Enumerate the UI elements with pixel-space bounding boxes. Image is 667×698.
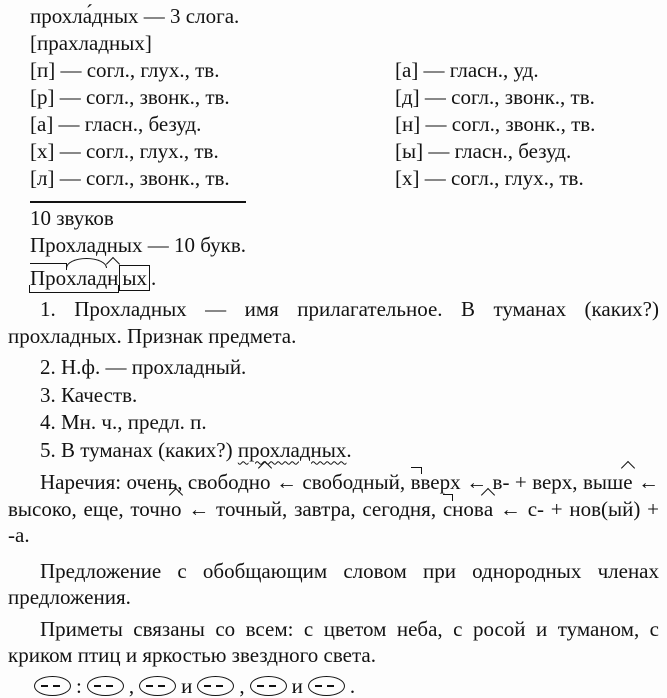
analysis-item-3: 3. Качеств. bbox=[40, 382, 138, 407]
sentence-scheme bbox=[32, 673, 659, 698]
analysis-item-5 bbox=[8, 437, 659, 465]
scheme-separator: и bbox=[291, 673, 303, 698]
text-segment: . bbox=[346, 437, 352, 462]
text-segment: нов bbox=[452, 496, 484, 521]
sound-row: [п] — согл., глух., тв. bbox=[30, 58, 220, 82]
text-segment: ← высоко, еще, точн bbox=[8, 470, 660, 521]
scheme-oval-object bbox=[34, 676, 71, 696]
scheme-separator: : bbox=[76, 673, 82, 698]
transcription-line: [прахладных] bbox=[30, 31, 152, 55]
sound-row: [д] — согл., звонк., тв. bbox=[395, 85, 595, 109]
analysis-item-4: 4. Мн. ч., предл. п. bbox=[40, 410, 207, 434]
morpheme-ending: ых bbox=[119, 265, 150, 291]
sound-row: [н] — согл., звонк., тв. bbox=[395, 112, 596, 136]
sound-row: [а] — гласн., безуд. bbox=[30, 112, 202, 136]
text-segment: Наречия: очень, свободн bbox=[40, 470, 260, 494]
sound-row: [х] — согл., глух., тв. bbox=[30, 139, 219, 163]
scheme-oval-object bbox=[197, 676, 234, 696]
morpheme-mark-caret: а bbox=[483, 496, 494, 521]
morphology-section bbox=[8, 296, 659, 464]
sound-row: [ы] — гласн., безуд. bbox=[395, 139, 572, 163]
scheme-separator: , bbox=[128, 673, 135, 698]
period: . bbox=[151, 266, 157, 290]
morpheme-analysis-word bbox=[30, 265, 659, 292]
example-sentence-paragraph: Приметы связаны со всем: с цветом неба, с росой и туманом, с криком птиц и яркостью звездного света. bbox=[8, 616, 659, 667]
sound-row: [р] — согл., звонк., тв. bbox=[30, 85, 230, 109]
sum-divider-line bbox=[30, 201, 246, 203]
analysis-item-2: 2. Н.ф. — прохладный. bbox=[40, 355, 247, 379]
letters-count-line: Прохладных — 10 букв. bbox=[30, 233, 246, 257]
sound-row: [а] — гласн., уд. bbox=[395, 58, 539, 82]
morpheme-mark-prefix: с bbox=[442, 496, 453, 521]
sound-row: [х] — согл., глух., тв. bbox=[395, 166, 584, 190]
text-segment: верх ← в- + верх, выш bbox=[420, 470, 624, 494]
morpheme-mark-caret: о bbox=[171, 496, 182, 521]
scheme-oval-object bbox=[308, 676, 345, 696]
scheme-oval-object bbox=[139, 676, 176, 696]
text-segment: 5. В туманах (каких?) bbox=[40, 437, 238, 462]
morpheme-prefix: Про bbox=[30, 266, 67, 290]
scheme-separator: , bbox=[239, 673, 245, 698]
sound-row: [л] — согл., звонк., тв. bbox=[30, 166, 230, 190]
morpheme-mark-caret: е bbox=[623, 470, 633, 494]
word-stem bbox=[30, 266, 118, 290]
morpheme-root: хлад bbox=[66, 266, 108, 290]
scheme-separator: и bbox=[181, 673, 193, 698]
morpheme-mark-prefix: в bbox=[410, 470, 421, 494]
text-segment: ← свободный, bbox=[270, 470, 411, 494]
morpheme-mark-caret: о bbox=[260, 470, 271, 494]
total-sounds-line: 10 звуков bbox=[30, 206, 114, 230]
morpheme-mark-wavy: прохладных bbox=[237, 437, 347, 462]
generalizing-note-paragraph: Предложение с обобщающим словом при однородных членах предложения. bbox=[8, 558, 659, 609]
scheme-separator: . bbox=[349, 673, 356, 698]
scheme-oval-object bbox=[87, 676, 124, 696]
adverbs-paragraph bbox=[8, 469, 659, 549]
sound-table bbox=[30, 57, 659, 192]
syllables-line: прохла́дных — 3 слога. bbox=[30, 4, 240, 28]
phonetic-analysis-section bbox=[8, 3, 659, 292]
scheme-oval-object bbox=[250, 676, 287, 696]
text-segment: ← точный, завтра, сегодня, bbox=[181, 496, 443, 521]
text-segment: ← с- + нов(ый) + -а. bbox=[8, 496, 659, 547]
morpheme-suffix: н bbox=[107, 266, 119, 290]
analysis-item-1: 1. Прохладных — имя прилагательное. В туманах (каких?) прохладных. Признак предмета. bbox=[8, 297, 659, 348]
